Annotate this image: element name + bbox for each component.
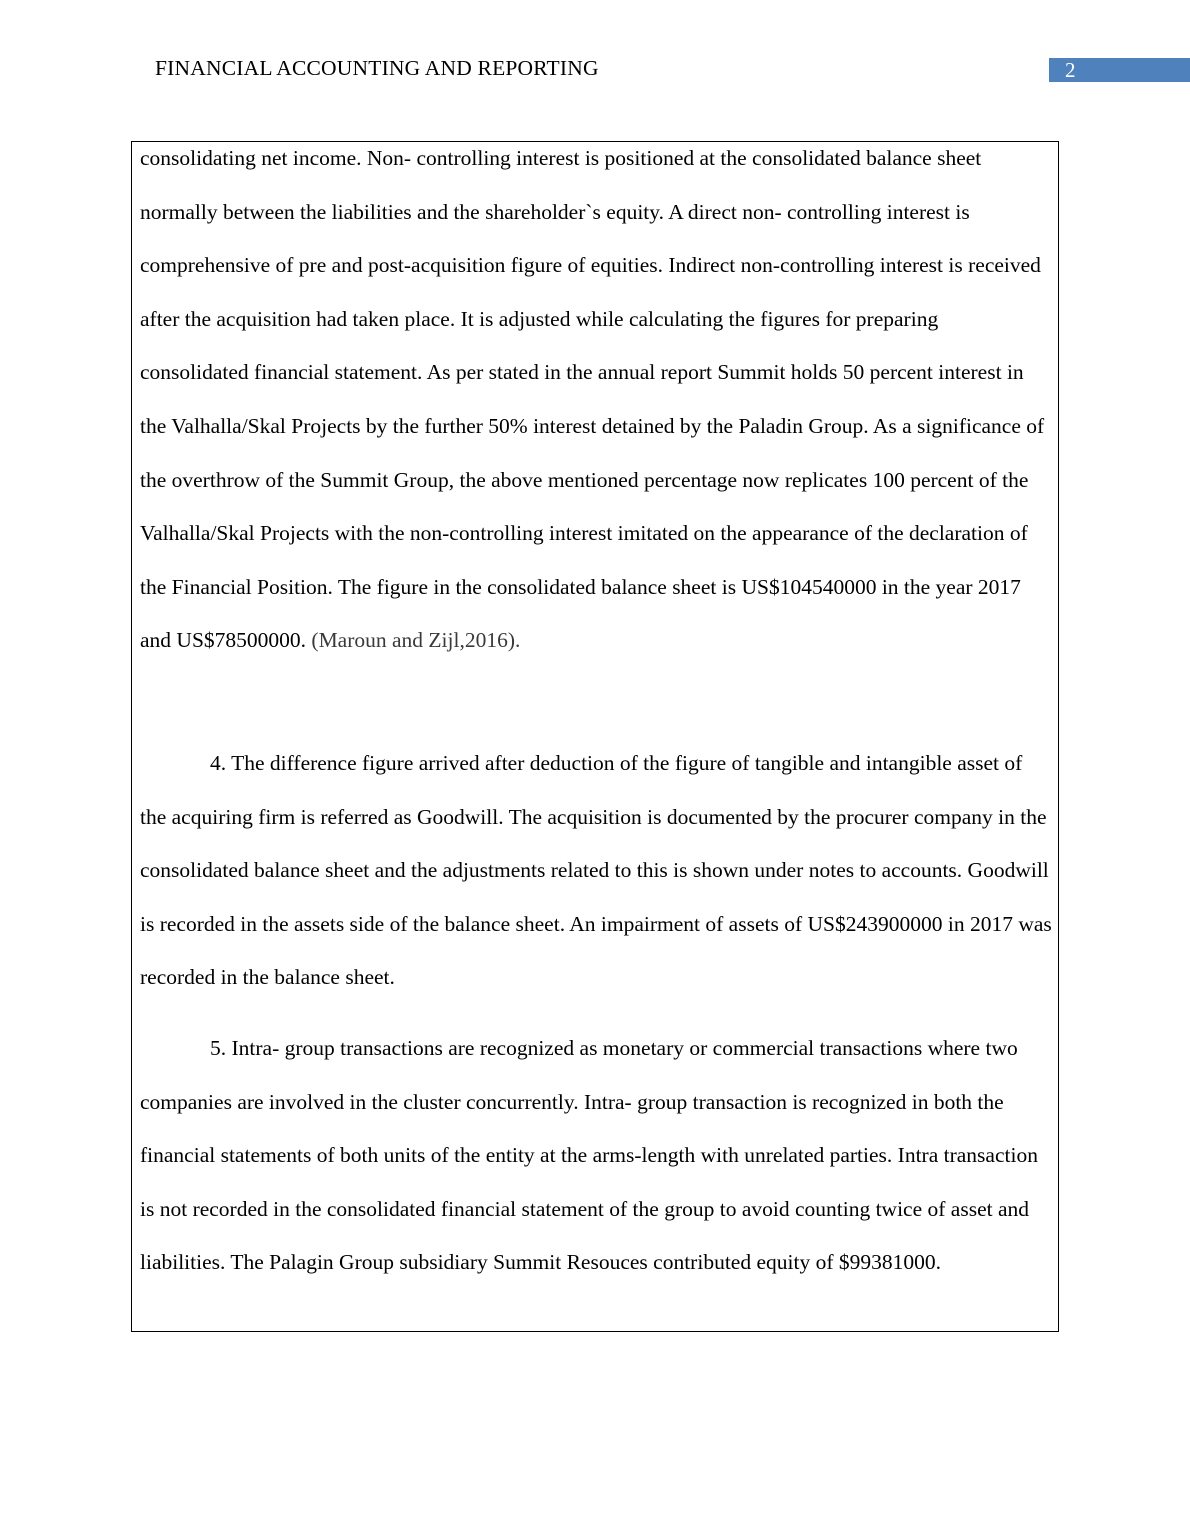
paragraph-text: consolidating net income. Non- controlling interest is positioned at the consolidated balance sheet normally between the liabilities and the shareholder`s equity. A direct non- controlling interest is comprehensive of pre and post-acquisition figure of equities. Indirect non-controlling interest is received after the acquisition had taken place. It is adjusted while calculating the figures for preparing consolidated financial statement. As per stated in the annual report Summit holds 50 percent interest in the Valhalla/Skal Projects by the further 50% interest detained by the Paladin Group. As a significance of the overthrow of the Summit Group, the above mentioned percentage now replicates 100 percent of the Valhalla/Skal Projects with the non-controlling interest imitated on the appearance of the declaration of the Financial Position. The figure in the consolidated balance sheet is US$104540000 in the year 2017 and US$78500000. <box>140 146 1045 653</box>
paragraph-goodwill: 4. The difference figure arrived after deduction of the figure of tangible and intangible asset of the acquiring firm is referred as Goodwill. The acquisition is documented by the procurer company in the consolidated balance sheet and the adjustments related to this is shown under notes to accounts. Goodwill is recorded in the assets side of the balance sheet. An impairment of assets of US$243900000 in 2017 was recorded in the balance sheet. <box>140 751 1052 990</box>
paragraph-intra-group-transactions: 5. Intra- group transactions are recognized as monetary or commercial transactions where two companies are involved in the cluster concurrently. Intra- group transaction is recognized in both the financial statements of both units of the entity at the arms-length with unrelated parties. Intra transaction is not recorded in the consolidated financial statement of the group to avoid counting twice of asset and liabilities. The Palagin Group subsidiary Summit Resouces contributed equity of $99381000. <box>140 1036 1038 1275</box>
citation: (Maroun and Zijl,2016). <box>311 628 521 653</box>
paragraph-noncontrolling-interest <box>140 132 1052 668</box>
text-box <box>131 141 1059 1332</box>
page-number: 2 <box>1049 58 1190 82</box>
running-header-title: FINANCIAL ACCOUNTING AND REPORTING <box>155 56 599 80</box>
